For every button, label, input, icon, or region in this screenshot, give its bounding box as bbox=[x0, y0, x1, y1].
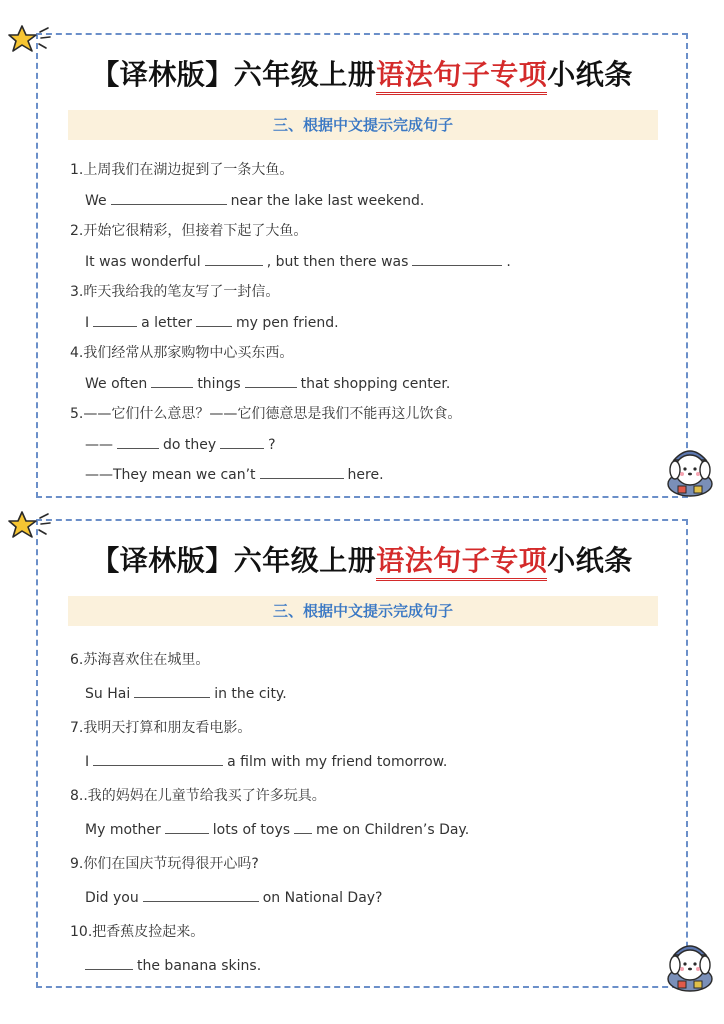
question-4: 4.我们经常从那家购物中心买东西。 bbox=[70, 345, 294, 361]
answer-text: I bbox=[85, 754, 90, 770]
question-1: 1.上周我们在湖边捉到了一条大鱼。 bbox=[70, 162, 294, 178]
star-icon bbox=[8, 508, 54, 548]
blank-field[interactable] bbox=[117, 434, 159, 449]
title-suffix: 小纸条 bbox=[547, 58, 633, 91]
answer-text: We often bbox=[85, 376, 148, 392]
blank-field[interactable] bbox=[134, 683, 210, 698]
answer-text: here. bbox=[347, 467, 384, 483]
answer-text: lots of toys bbox=[212, 822, 291, 838]
blank-field[interactable] bbox=[205, 251, 263, 266]
page-title bbox=[38, 53, 686, 93]
question-7: 7.我明天打算和朋友看电影。 bbox=[70, 720, 252, 736]
answer-text: , but then there was bbox=[266, 254, 409, 270]
answer-text: . bbox=[506, 254, 511, 270]
answer-text: ? bbox=[268, 437, 276, 453]
worksheet-card-1 bbox=[36, 33, 688, 498]
dog-sticker-icon bbox=[660, 935, 720, 995]
answer-text: things bbox=[197, 376, 241, 392]
answer-text: that shopping center. bbox=[300, 376, 451, 392]
answer-5b bbox=[85, 464, 384, 483]
answer-8 bbox=[85, 819, 469, 838]
question-5: 5.——它们什么意思？——它们德意思是我们不能再这儿饮食。 bbox=[70, 406, 462, 422]
title-highlight: 语法句子专项 bbox=[376, 58, 547, 95]
answer-text: in the city. bbox=[214, 686, 287, 702]
blank-field[interactable] bbox=[220, 434, 264, 449]
answer-text: It was wonderful bbox=[85, 254, 201, 270]
title-suffix: 小纸条 bbox=[547, 544, 633, 577]
answer-text: a film with my friend tomorrow. bbox=[227, 754, 448, 770]
answer-5a bbox=[85, 434, 276, 453]
answer-text: I bbox=[85, 315, 90, 331]
answer-text: near the lake last weekend. bbox=[230, 193, 425, 209]
blank-field[interactable] bbox=[93, 751, 223, 766]
answer-text: my pen friend. bbox=[236, 315, 339, 331]
answer-text: My mother bbox=[85, 822, 161, 838]
answer-text: on National Day? bbox=[262, 890, 383, 906]
dog-sticker-icon bbox=[660, 440, 720, 500]
answer-3 bbox=[85, 312, 339, 331]
star-icon bbox=[8, 22, 54, 62]
blank-field[interactable] bbox=[196, 312, 232, 327]
worksheet-card-2 bbox=[36, 519, 688, 988]
question-8: 8..我的妈妈在儿童节给我买了许多玩具。 bbox=[70, 788, 326, 804]
answer-text: —— bbox=[85, 437, 113, 453]
blank-field[interactable] bbox=[151, 373, 193, 388]
answer-text: the banana skins. bbox=[137, 958, 262, 974]
blank-field[interactable] bbox=[412, 251, 502, 266]
blank-field[interactable] bbox=[143, 887, 259, 902]
blank-field[interactable] bbox=[245, 373, 297, 388]
section-header: 三、根据中文提示完成句子 bbox=[68, 110, 658, 140]
title-highlight: 语法句子专项 bbox=[376, 544, 547, 581]
answer-4 bbox=[85, 373, 450, 392]
question-2: 2.开始它很精彩，但接着下起了大鱼。 bbox=[70, 223, 308, 239]
answer-9 bbox=[85, 887, 383, 906]
answer-text: a letter bbox=[141, 315, 193, 331]
blank-field[interactable] bbox=[93, 312, 137, 327]
answer-text: We bbox=[85, 193, 107, 209]
section-header: 三、根据中文提示完成句子 bbox=[68, 596, 658, 626]
blank-field[interactable] bbox=[294, 819, 312, 834]
answer-2 bbox=[85, 251, 511, 270]
answer-text: ——They mean we can’t bbox=[85, 467, 256, 483]
question-6: 6.苏海喜欢住在城里。 bbox=[70, 652, 210, 668]
answer-text: do they bbox=[163, 437, 217, 453]
answer-text: Did you bbox=[85, 890, 139, 906]
blank-field[interactable] bbox=[260, 464, 344, 479]
blank-field[interactable] bbox=[165, 819, 209, 834]
title-prefix: 【译林版】六年级上册 bbox=[91, 544, 377, 577]
answer-1 bbox=[85, 190, 424, 209]
question-3: 3.昨天我给我的笔友写了一封信。 bbox=[70, 284, 280, 300]
blank-field[interactable] bbox=[111, 190, 227, 205]
page-title bbox=[38, 539, 686, 579]
answer-7 bbox=[85, 751, 447, 770]
blank-field[interactable] bbox=[85, 955, 133, 970]
answer-text: me on Children’s Day. bbox=[316, 822, 470, 838]
question-9: 9.你们在国庆节玩得很开心吗? bbox=[70, 856, 259, 872]
answer-text: Su Hai bbox=[85, 686, 131, 702]
answer-10 bbox=[85, 955, 261, 974]
title-prefix: 【译林版】六年级上册 bbox=[91, 58, 377, 91]
question-10: 10.把香蕉皮捡起来。 bbox=[70, 924, 205, 940]
answer-6 bbox=[85, 683, 287, 702]
